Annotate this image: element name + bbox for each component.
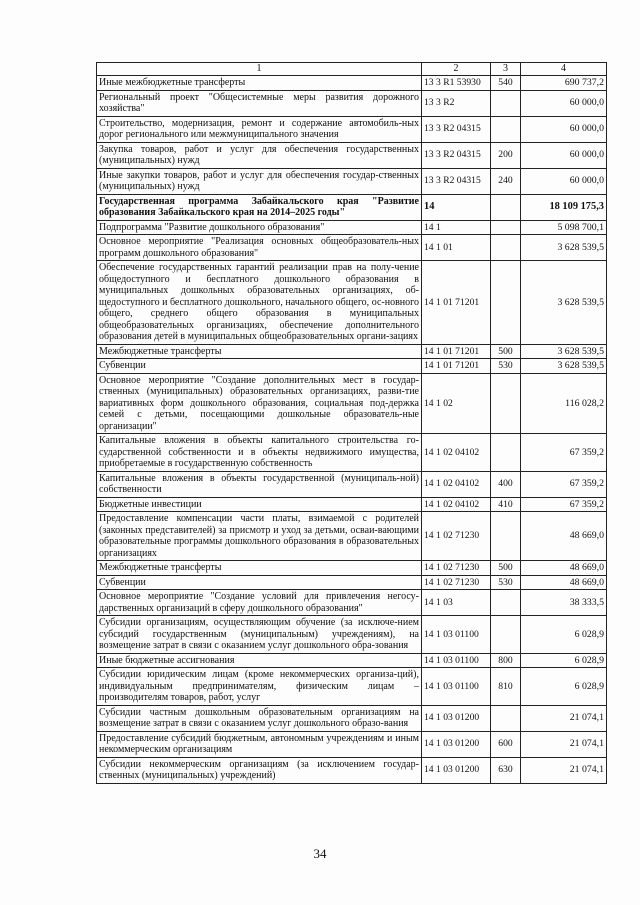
table-row <box>97 90 607 116</box>
row-code-cell: 14 1 03 01200 <box>422 757 491 783</box>
row-code-cell: 14 1 01 71201 <box>422 261 491 345</box>
row-type-cell: 500 <box>491 344 521 359</box>
row-type-cell: 810 <box>491 668 521 706</box>
row-amount-cell: 60 000,0 <box>521 168 607 194</box>
table-row <box>97 194 607 220</box>
table-row <box>97 235 607 261</box>
table-row <box>97 344 607 359</box>
row-type-cell <box>491 220 521 235</box>
row-amount-cell: 690 737,2 <box>521 76 607 91</box>
row-code-cell: 13 3 R2 04315 <box>422 116 491 142</box>
row-code-cell: 13 3 R2 04315 <box>422 142 491 168</box>
row-type-cell <box>491 90 521 116</box>
row-name-cell: Закупка товаров, работ и услуг для обеспечения государственных (муниципальных) нужд <box>97 142 422 168</box>
row-amount-cell: 5 098 700,1 <box>521 220 607 235</box>
row-name-cell: Обеспечение государственных гарантий реализации прав на полу-чение общедоступного и бесплатного дошкольного образования в муниципальных дошкольных образовательных организациях, об-щедоступного и бесплатного дошкольного, начального общего, ос-новного общего, среднего общего образования в муниципальных общеобразовательных организациях, обеспечение дополнительного образования детей в муниципальных общеобразовательных органи-зациях <box>97 261 422 345</box>
row-name-cell: Иные закупки товаров, работ и услуг для обеспечения государ-ственных (муниципальных) нужд <box>97 168 422 194</box>
row-code-cell: 14 1 02 04102 <box>422 497 491 512</box>
row-type-cell: 200 <box>491 142 521 168</box>
row-type-cell: 600 <box>491 731 521 757</box>
row-code-cell: 14 1 02 04102 <box>422 434 491 472</box>
row-amount-cell: 67 359,2 <box>521 471 607 497</box>
table-row <box>97 575 607 590</box>
page-number: 34 <box>313 846 327 861</box>
row-code-cell: 14 1 01 71201 <box>422 359 491 374</box>
row-type-cell <box>491 194 521 220</box>
row-code-cell: 14 1 01 71201 <box>422 344 491 359</box>
row-amount-cell: 6 028,9 <box>521 616 607 654</box>
row-amount-cell: 60 000,0 <box>521 142 607 168</box>
row-name-cell: Межбюджетные трансферты <box>97 344 422 359</box>
table-row <box>97 373 607 434</box>
row-code-cell: 13 3 R2 <box>422 90 491 116</box>
table-row <box>97 142 607 168</box>
budget-table <box>96 62 607 784</box>
table-row <box>97 731 607 757</box>
row-code-cell: 13 3 R1 53930 <box>422 76 491 91</box>
row-name-cell: Подпрограмма "Развитие дошкольного образования" <box>97 220 422 235</box>
row-amount-cell: 21 074,1 <box>521 705 607 731</box>
row-amount-cell: 67 359,2 <box>521 497 607 512</box>
row-amount-cell: 18 109 175,3 <box>521 194 607 220</box>
row-amount-cell: 38 333,5 <box>521 590 607 616</box>
row-name-cell: Бюджетные инвестиции <box>97 497 422 512</box>
table-row <box>97 471 607 497</box>
row-name-cell: Иные межбюджетные трансферты <box>97 76 422 91</box>
row-code-cell: 14 <box>422 194 491 220</box>
row-type-cell <box>491 261 521 345</box>
row-code-cell: 14 1 02 04102 <box>422 471 491 497</box>
row-type-cell: 540 <box>491 76 521 91</box>
row-code-cell: 14 1 03 01200 <box>422 705 491 731</box>
table-row <box>97 512 607 561</box>
header-col-4: 4 <box>521 63 607 76</box>
table-row <box>97 590 607 616</box>
row-name-cell: Региональный проект "Общесистемные меры развития дорожного хозяйства" <box>97 90 422 116</box>
row-type-cell <box>491 616 521 654</box>
row-type-cell: 630 <box>491 757 521 783</box>
row-amount-cell: 67 359,2 <box>521 434 607 472</box>
row-amount-cell: 116 028,2 <box>521 373 607 434</box>
row-type-cell <box>491 373 521 434</box>
row-code-cell: 14 1 03 01200 <box>422 731 491 757</box>
row-type-cell <box>491 434 521 472</box>
row-amount-cell: 3 628 539,5 <box>521 261 607 345</box>
table-row <box>97 616 607 654</box>
row-type-cell: 240 <box>491 168 521 194</box>
row-name-cell: Субсидии юридическим лицам (кроме некоммерческих организа-ций), индивидуальным предпринимателям, физическим лицам – производителям товаров, работ, услуг <box>97 668 422 706</box>
row-name-cell: Субсидии частным дошкольным образовательным организациям на возмещение затрат в связи с оказанием услуг дошкольного образо-вания <box>97 705 422 731</box>
row-name-cell: Субвенции <box>97 575 422 590</box>
header-col-1: 1 <box>97 63 422 76</box>
row-name-cell: Межбюджетные трансферты <box>97 561 422 576</box>
table-row <box>97 116 607 142</box>
table-row <box>97 261 607 345</box>
row-name-cell: Основное мероприятие "Реализация основных общеобразователь-ных программ дошкольного образования" <box>97 235 422 261</box>
row-type-cell: 800 <box>491 653 521 668</box>
row-amount-cell: 3 628 539,5 <box>521 359 607 374</box>
row-amount-cell: 60 000,0 <box>521 90 607 116</box>
table-row <box>97 497 607 512</box>
row-type-cell: 530 <box>491 575 521 590</box>
row-code-cell: 14 1 02 71230 <box>422 575 491 590</box>
table-row <box>97 653 607 668</box>
row-name-cell: Субвенции <box>97 359 422 374</box>
row-amount-cell: 21 074,1 <box>521 731 607 757</box>
row-amount-cell: 48 669,0 <box>521 512 607 561</box>
row-code-cell: 14 1 02 <box>422 373 491 434</box>
row-amount-cell: 48 669,0 <box>521 561 607 576</box>
row-type-cell <box>491 512 521 561</box>
row-amount-cell: 3 628 539,5 <box>521 344 607 359</box>
row-type-cell <box>491 590 521 616</box>
row-code-cell: 14 1 02 71230 <box>422 512 491 561</box>
table-header-row <box>97 63 607 76</box>
row-name-cell: Предоставление компенсации части платы, взимаемой с родителей (законных представителей) за присмотр и уход за детьми, осваи-вающими образовательные программы дошкольного образования в образовательных организациях <box>97 512 422 561</box>
row-code-cell: 14 1 01 <box>422 235 491 261</box>
table-row <box>97 668 607 706</box>
row-name-cell: Строительство, модернизация, ремонт и содержание автомобиль-ных дорог регионального или межмуниципального значения <box>97 116 422 142</box>
row-type-cell <box>491 116 521 142</box>
table-row <box>97 168 607 194</box>
row-code-cell: 14 1 03 <box>422 590 491 616</box>
row-name-cell: Государственная программа Забайкальского края "Развитие образования Забайкальского края на 2014–2025 годы" <box>97 194 422 220</box>
row-type-cell <box>491 235 521 261</box>
row-code-cell: 14 1 <box>422 220 491 235</box>
header-col-3: 3 <box>491 63 521 76</box>
table-row <box>97 76 607 91</box>
table-row <box>97 359 607 374</box>
row-amount-cell: 6 028,9 <box>521 668 607 706</box>
table-row <box>97 434 607 472</box>
row-type-cell: 530 <box>491 359 521 374</box>
row-code-cell: 13 3 R2 04315 <box>422 168 491 194</box>
row-code-cell: 14 1 03 01100 <box>422 668 491 706</box>
row-amount-cell: 3 628 539,5 <box>521 235 607 261</box>
row-code-cell: 14 1 03 01100 <box>422 616 491 654</box>
row-name-cell: Основное мероприятие "Создание дополнительных мест в государ-ственных (муниципальных) образовательных организациях, разви-тие вариативных форм дошкольного образования, социальная под-держка семей с детьми, посещающими дошкольные образователь-ные организации" <box>97 373 422 434</box>
table-row <box>97 561 607 576</box>
row-amount-cell: 21 074,1 <box>521 757 607 783</box>
row-name-cell: Субсидии некоммерческим организациям (за исключением государ-ственных (муниципальных) учреждений) <box>97 757 422 783</box>
row-type-cell: 500 <box>491 561 521 576</box>
row-name-cell: Иные бюджетные ассигнования <box>97 653 422 668</box>
row-type-cell: 410 <box>491 497 521 512</box>
row-name-cell: Капитальные вложения в объекты капитального строительства го-сударственной собственности и в объекты недвижимого имущества, приобретаемые в государственную собственность <box>97 434 422 472</box>
row-name-cell: Предоставление субсидий бюджетным, автономным учреждениям и иным некоммерческим организациям <box>97 731 422 757</box>
row-amount-cell: 60 000,0 <box>521 116 607 142</box>
table-body <box>97 76 607 784</box>
row-type-cell: 400 <box>491 471 521 497</box>
header-col-2: 2 <box>422 63 491 76</box>
row-code-cell: 14 1 03 01100 <box>422 653 491 668</box>
row-name-cell: Капитальные вложения в объекты государственной (муниципаль-ной) собственности <box>97 471 422 497</box>
row-name-cell: Субсидии организациям, осуществляющим обучение (за исключе-нием субсидий государственным (муниципальным) учреждениям), на возмещение затрат в связи с оказанием услуг дошкольного обра-зования <box>97 616 422 654</box>
table-row <box>97 220 607 235</box>
row-amount-cell: 48 669,0 <box>521 575 607 590</box>
row-name-cell: Основное мероприятие "Создание условий для привлечения негосу-дарственных организаций в сферу дошкольного образования" <box>97 590 422 616</box>
table-row <box>97 757 607 783</box>
table-row <box>97 705 607 731</box>
row-type-cell <box>491 705 521 731</box>
row-amount-cell: 6 028,9 <box>521 653 607 668</box>
row-code-cell: 14 1 02 71230 <box>422 561 491 576</box>
